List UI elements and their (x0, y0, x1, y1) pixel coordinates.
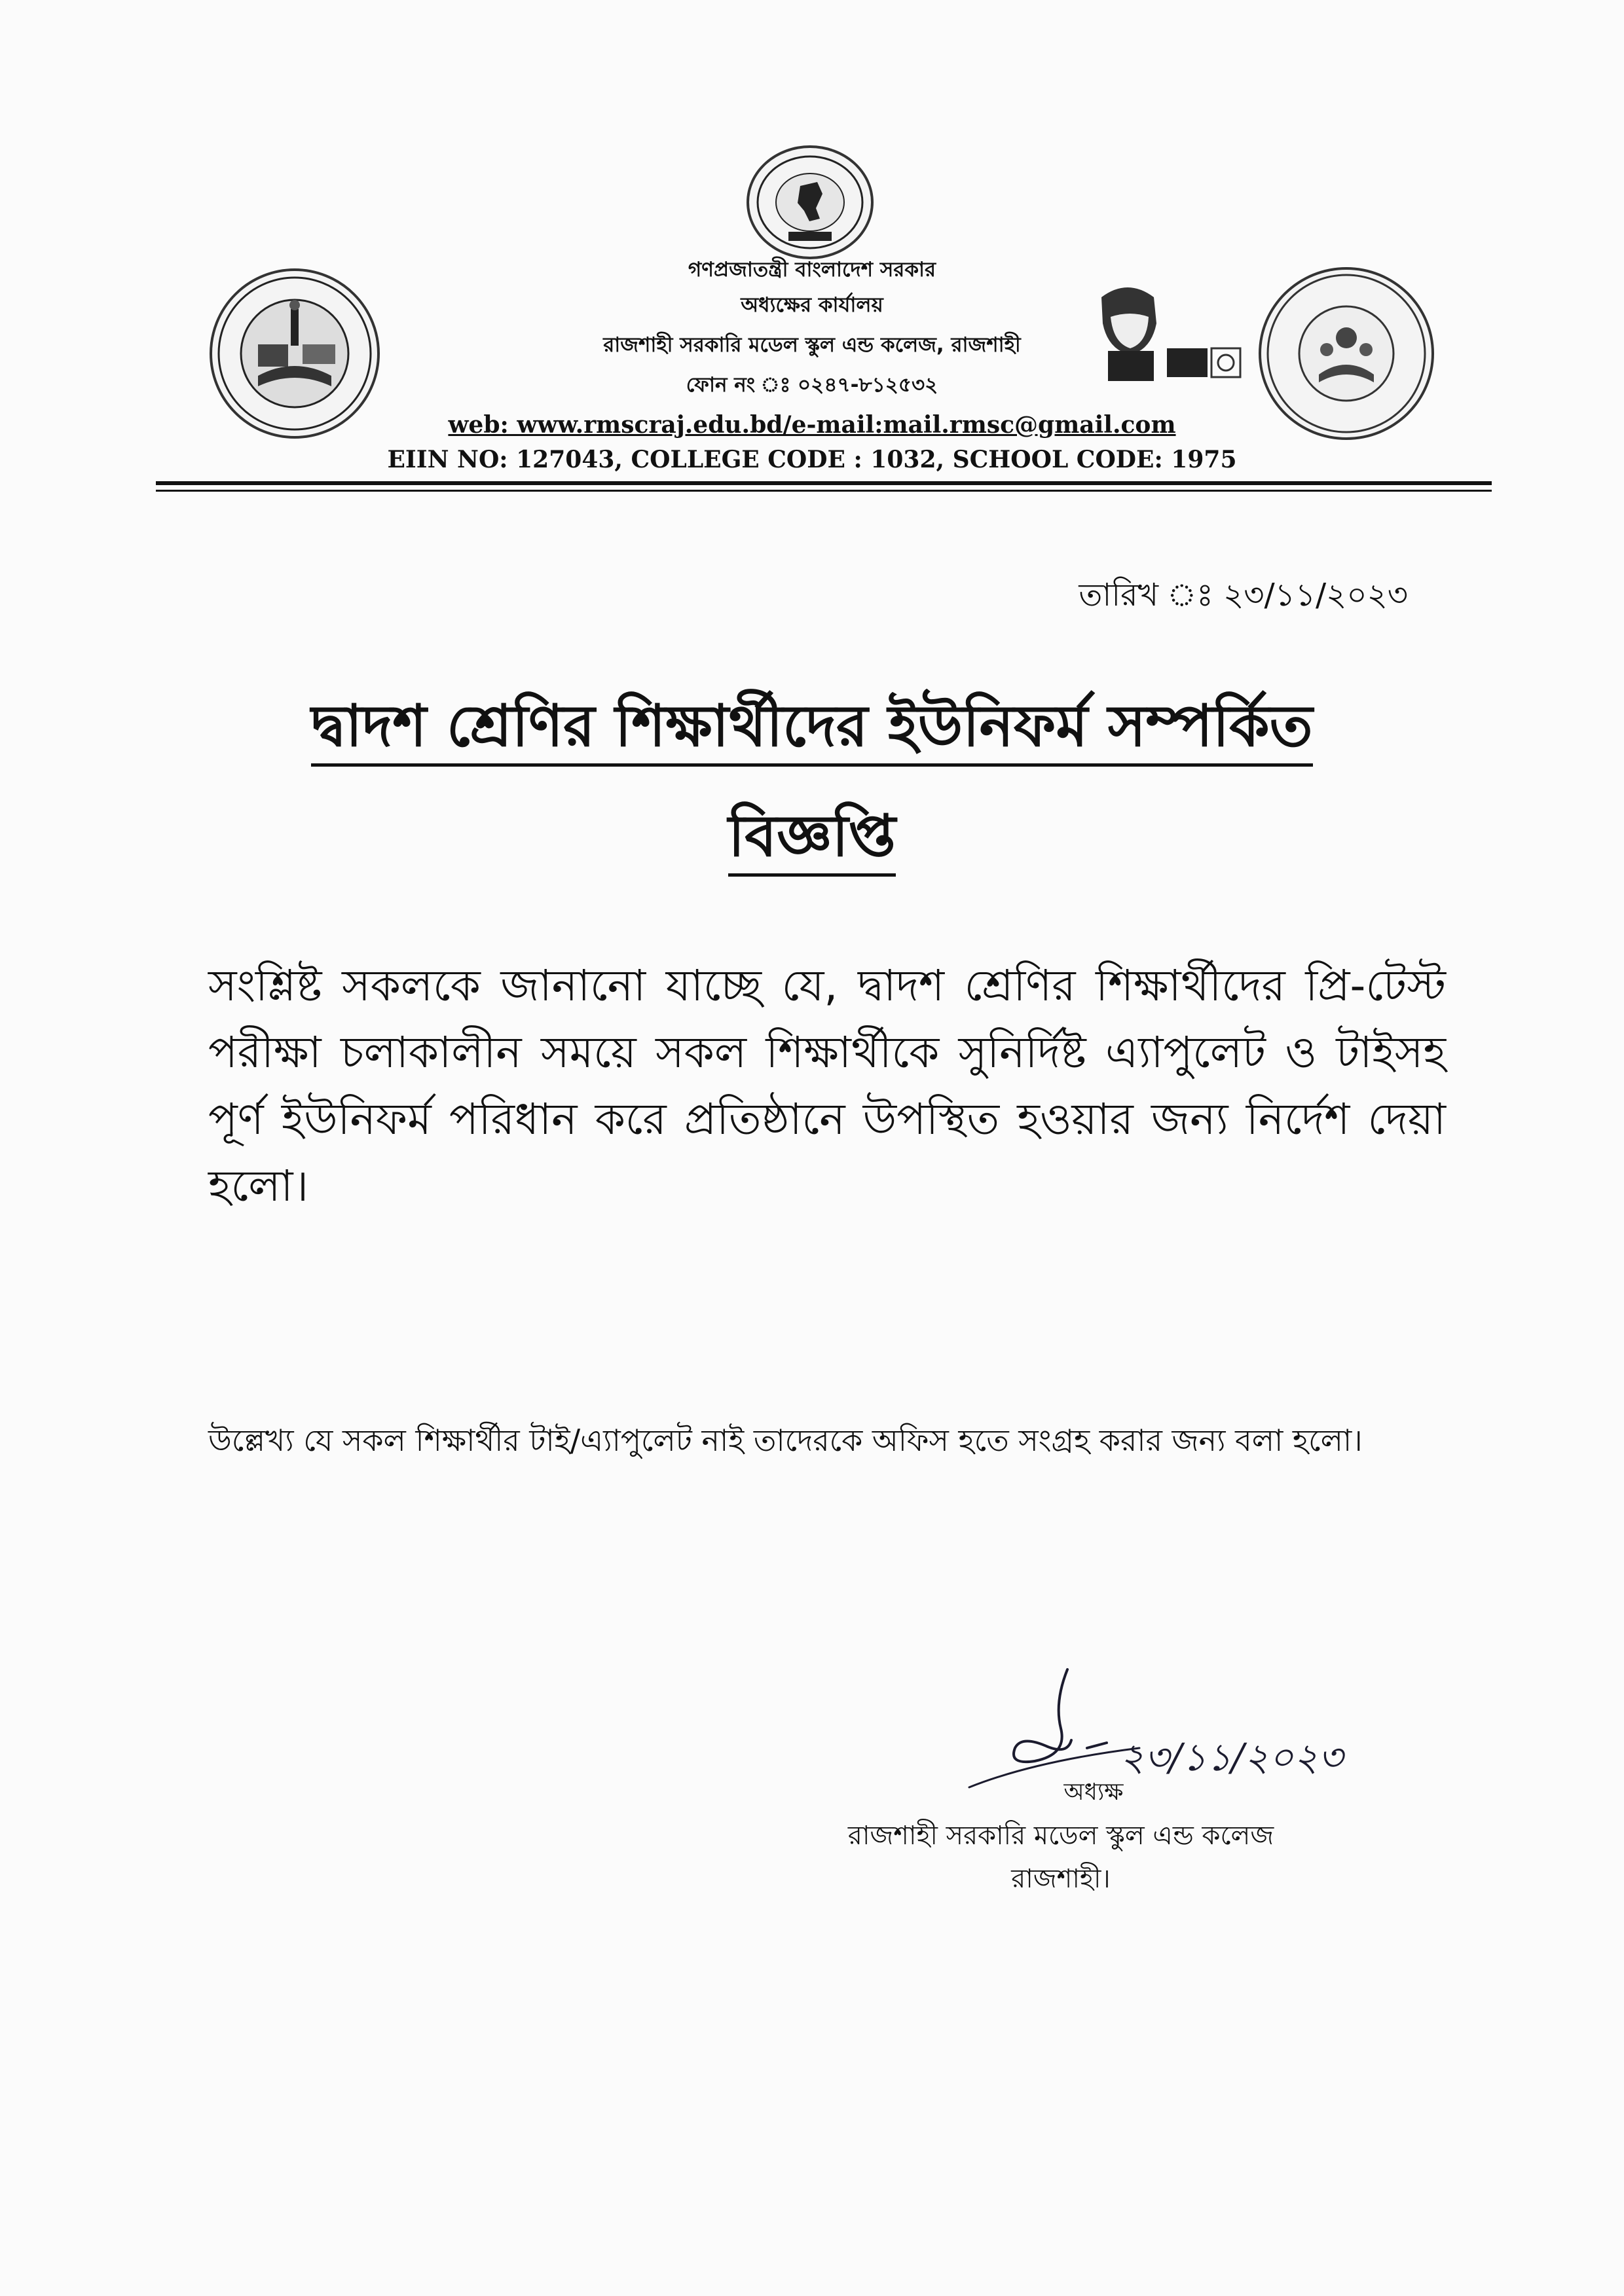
signature-institution: রাজশাহী সরকারি মডেল স্কুল এন্ড কলেজ (847, 1821, 1274, 1851)
notice-date: তারিখ ঃ ২৩/১১/২০২৩ (1079, 577, 1408, 613)
header-government: গণপ্রজাতন্ত্রী বাংলাদেশ সরকার (688, 258, 936, 282)
notice-paragraph-1: সংশ্লিষ্ট সকলকে জানানো যাচ্ছে যে, দ্বাদশ শ্রেণির শিক্ষার্থীদের প্রি-টেস্ট পরীক্ষা চলাকালীন সময়ে সকল শিক্ষার্থীকে সুনির্দিষ্ট এ্যাপুলেট ও টাইসহ পূর্ণ ইউনিফর্ম পরিধান করে প্রতিষ্ঠানে উপস্থিত হওয়ার জন্য নির্দেশ দেয়া হলো। (208, 960, 1446, 1211)
notice-title-line1: দ্বাদশ শ্রেণির শিক্ষার্থীদের ইউনিফর্ম সম্পর্কিত (311, 692, 1312, 767)
header-phone: ফোন নং ঃ ০২৪৭-৮১২৫৩২ (686, 373, 938, 397)
header-institution: রাজশাহী সরকারি মডেল স্কুল এন্ড কলেজ, রাজশাহী (603, 333, 1021, 357)
notice-subtitle (0, 792, 1624, 888)
signature-designation: অধ্যক্ষ (1063, 1779, 1124, 1806)
header-web-email: web: www.rmscraj.edu.bd/e-mail:mail.rmsc@gmail.com (448, 411, 1176, 439)
signature-date: ২৩/১১/২০২৩ (1120, 1735, 1343, 1779)
notice-title (0, 682, 1624, 778)
notice-paragraph-2: উল্লেখ্য যে সকল শিক্ষার্থীর টাই/এ্যাপুলেট নাই তাদেরকে অফিস হতে সংগ্রহ করার জন্য বলা হলো। (208, 1423, 1363, 1458)
header-office: অধ্যক্ষের কার্যালয় (741, 293, 883, 317)
header-divider-thin (156, 490, 1492, 492)
header-codes: EIIN NO: 127043, COLLEGE CODE : 1032, SCHOOL CODE: 1975 (387, 446, 1237, 473)
header-divider (156, 481, 1492, 485)
signature-city: রাজশাহী। (1011, 1864, 1111, 1894)
government-seal-logo (747, 145, 874, 259)
notice-title-line2: বিজ্ঞপ্তি (728, 802, 896, 877)
